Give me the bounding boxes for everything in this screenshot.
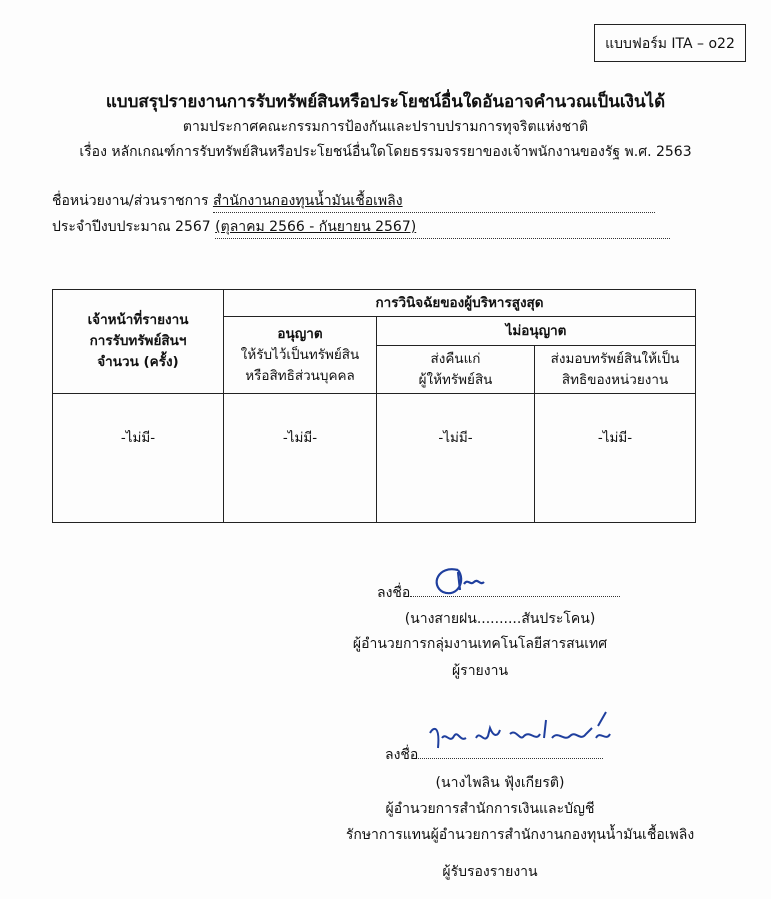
reporter-role: ผู้รายงาน	[451, 663, 509, 679]
reporter-signature	[428, 560, 518, 600]
fiscal-label: ประจำปีงบประมาณ 2567	[52, 219, 211, 235]
approver-name: (นางไพลิน ฟุ้งเกียรติ)	[435, 775, 565, 791]
fiscal-value-line	[215, 216, 670, 239]
header-reporter-count	[53, 290, 224, 394]
fiscal-value: (ตุลาคม 2566 - กันยายน 2567)	[215, 219, 417, 235]
header-text: ผู้ให้ทรัพย์สิน	[418, 371, 493, 388]
header-text: เจ้าหน้าที่รายงาน	[87, 312, 189, 328]
subtitle-2: เรื่อง หลักเกณฑ์การรับทรัพย์สินหรือประโยชน์อื่นใดโดยธรรมจรรยาของเจ้าพนักงานของรัฐ พ.ศ. 2563	[79, 144, 692, 160]
header-text: ส่งมอบทรัพย์สินให้เป็น	[550, 350, 680, 367]
fiscal-field	[52, 216, 670, 239]
table-cell: -ไม่มี-	[535, 394, 696, 523]
agency-field	[52, 190, 655, 213]
agency-value: สำนักงานกองทุนน้ำมันเชื้อเพลิง	[212, 193, 403, 209]
table-cell: -ไม่มี-	[53, 394, 224, 523]
header-handover	[535, 346, 696, 394]
header-allow	[224, 317, 377, 394]
header-text: ให้รับไว้เป็นทรัพย์สิน	[240, 346, 360, 363]
approver-role: ผู้รับรองรายงาน	[442, 864, 538, 880]
approver-acting: รักษาการแทนผู้อำนวยการสำนักงานกองทุนน้ำมันเชื้อเพลิง	[345, 827, 695, 843]
report-table	[52, 289, 696, 523]
sign-label: ลงชื่อ	[385, 747, 419, 763]
header-decision: การวินิจฉัยของผู้บริหารสูงสุด	[224, 290, 696, 317]
header-text: สิทธิของหน่วยงาน	[561, 371, 669, 388]
sign-label: ลงชื่อ	[377, 585, 411, 601]
header-text: ส่งคืนแก่	[430, 350, 481, 367]
table-cell: -ไม่มี-	[377, 394, 535, 523]
approver-signature	[420, 708, 620, 758]
table-cell: -ไม่มี-	[224, 394, 377, 523]
document-title: แบบสรุปรายงานการรับทรัพย์สินหรือประโยชน์อื่นใดอันอาจคำนวณเป็นเงินได้	[105, 92, 666, 112]
header-text: จำนวน (ครั้ง)	[97, 354, 179, 370]
header-return	[377, 346, 535, 394]
form-code-box: แบบฟอร์ม ITA – o22	[594, 24, 746, 62]
header-text: อนุญาต	[277, 325, 323, 342]
agency-label: ชื่อหน่วยงาน/ส่วนราชการ	[52, 193, 209, 209]
reporter-position: ผู้อำนวยการกลุ่มงานเทคโนโลยีสารสนเทศ	[352, 636, 608, 652]
approver-position: ผู้อำนวยการสำนักการเงินและบัญชี	[385, 801, 595, 817]
reporter-name: (นางสายฝน..........สันประโคน)	[404, 611, 596, 627]
header-text: การรับทรัพย์สินฯ	[89, 333, 187, 349]
agency-value-line	[213, 190, 655, 213]
subtitle-1: ตามประกาศคณะกรรมการป้องกันและปราบปรามการทุจริตแห่งชาติ	[182, 119, 589, 135]
header-text: หรือสิทธิส่วนบุคคล	[245, 367, 355, 384]
header-deny: ไม่อนุญาต	[377, 317, 696, 346]
